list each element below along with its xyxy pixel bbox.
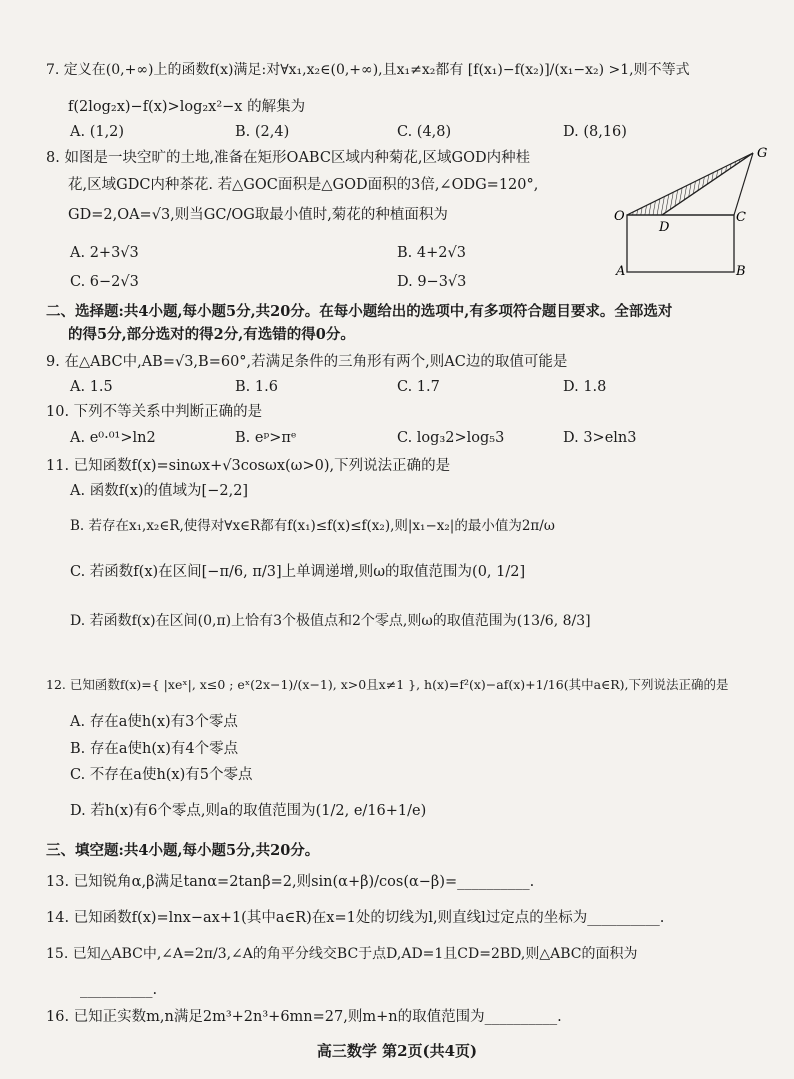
q10-stem: 10. 下列不等关系中判断正确的是 [46,404,263,420]
label-o: O [614,209,625,224]
q9-option-c: C. 1.7 [397,379,440,395]
label-g: G [757,146,768,161]
q8-option-b: B. 4+2√3 [397,245,466,261]
q7-option-d: D. (8,16) [563,124,627,140]
q7-stem-line2: f(2log₂x)−f(x)>log₂x²−x 的解集为 [68,99,306,115]
q10-option-b: B. eᵖ>πᵉ [235,430,297,446]
q12-stem: 12. 已知函数f(x)={ |xeˣ|, x≤0 ; eˣ(2x−1)/(x−1), x>0且x≠1 }, h(x)=f²(x)−af(x)+1/16(其中a∈R),下列说法正确的是 [46,677,729,692]
q15-stem-line2: __________. [80,982,158,998]
segment-dg [662,153,753,215]
q8-option-d: D. 9−3√3 [397,274,467,290]
q13-stem: 13. 已知锐角α,β满足tanα=2tanβ=2,则sin(α+β)/cos(α−β)=__________. [46,874,535,890]
q9-option-b: B. 1.6 [235,379,278,395]
q16-stem: 16. 已知正实数m,n满足2m³+2n³+6mn=27,则m+n的取值范围为__________. [46,1009,562,1025]
q7-option-c: C. (4,8) [397,124,452,140]
q11-stem: 11. 已知函数f(x)=sinωx+√3cosωx(ω>0),下列说法正确的是 [46,458,451,474]
q10-option-d: D. 3>eln3 [563,430,637,446]
triangle-god-hatched [627,153,753,215]
q8-stem-line2: 花,区域GDC内种茶花. 若△GOC面积是△GOD面积的3倍,∠ODG=120°, [68,177,539,193]
q12-option-a: A. 存在a使h(x)有3个零点 [70,714,238,730]
page-footer: 高三数学 第2页(共4页) [316,1042,478,1060]
q8-option-c: C. 6−2√3 [70,274,139,290]
q10-option-c: C. log₃2>log₅3 [397,430,505,446]
rectangle-oabc [627,215,734,272]
q12-option-d: D. 若h(x)有6个零点,则a的取值范围为(1/2, e/16+1/e) [70,803,427,819]
q9-stem: 9. 在△ABC中,AB=√3,B=60°,若满足条件的三角形有两个,则AC边的取值可能是 [46,354,568,370]
q11-option-a: A. 函数f(x)的值域为[−2,2] [70,483,249,499]
section3-heading: 三、填空题:共4小题,每小题5分,共20分。 [46,842,320,859]
q11-option-d: D. 若函数f(x)在区间(0,π)上恰有3个极值点和2个零点,则ω的取值范围为(13/6, 8/3] [70,613,591,629]
label-b: B [736,264,746,279]
q11-option-c: C. 若函数f(x)在区间[−π/6, π/3]上单调递增,则ω的取值范围为(0, 1/2] [70,564,526,580]
q14-stem: 14. 已知函数f(x)=lnx−ax+1(其中a∈R)在x=1处的切线为l,则直线l过定点的坐标为__________. [46,910,665,926]
q9-option-d: D. 1.8 [563,379,607,395]
q12-option-c: C. 不存在a使h(x)有5个零点 [70,767,253,783]
q11-option-b: B. 若存在x₁,x₂∈R,使得对∀x∈R都有f(x₁)≤f(x)≤f(x₂),则|x₁−x₂|的最小值为2π/ω [70,518,555,534]
q8-figure [605,140,775,280]
q12-option-b: B. 存在a使h(x)有4个零点 [70,741,239,757]
section2-heading-line1: 二、选择题:共4小题,每小题5分,共20分。在每小题给出的选项中,有多项符合题目要求。全部选对 [46,303,673,320]
q8-stem-line1: 8. 如图是一块空旷的土地,准备在矩形OABC区域内种菊花,区域GOD内种桂 [46,150,531,166]
q9-option-a: A. 1.5 [70,379,113,395]
label-d: D [659,220,670,235]
q7-option-b: B. (2,4) [235,124,290,140]
q15-stem-line1: 15. 已知△ABC中,∠A=2π/3,∠A的角平分线交BC于点D,AD=1且CD=2BD,则△ABC的面积为 [46,946,638,962]
q7-option-a: A. (1,2) [70,124,125,140]
section2-heading-line2: 的得5分,部分选对的得2分,有选错的得0分。 [68,326,355,343]
q10-option-a: A. e⁰·⁰¹>ln2 [70,430,156,446]
label-c: C [736,210,746,225]
label-a: A [616,264,626,279]
q7-stem-line1: 7. 定义在(0,+∞)上的函数f(x)满足:对∀x₁,x₂∈(0,+∞),且x₁≠x₂都有 [f(x₁)−f(x₂)]/(x₁−x₂) >1,则不等式 [46,62,690,78]
q8-option-a: A. 2+3√3 [70,245,139,261]
q8-stem-line3: GD=2,OA=√3,则当GC/OG取最小值时,菊花的种植面积为 [68,207,448,223]
